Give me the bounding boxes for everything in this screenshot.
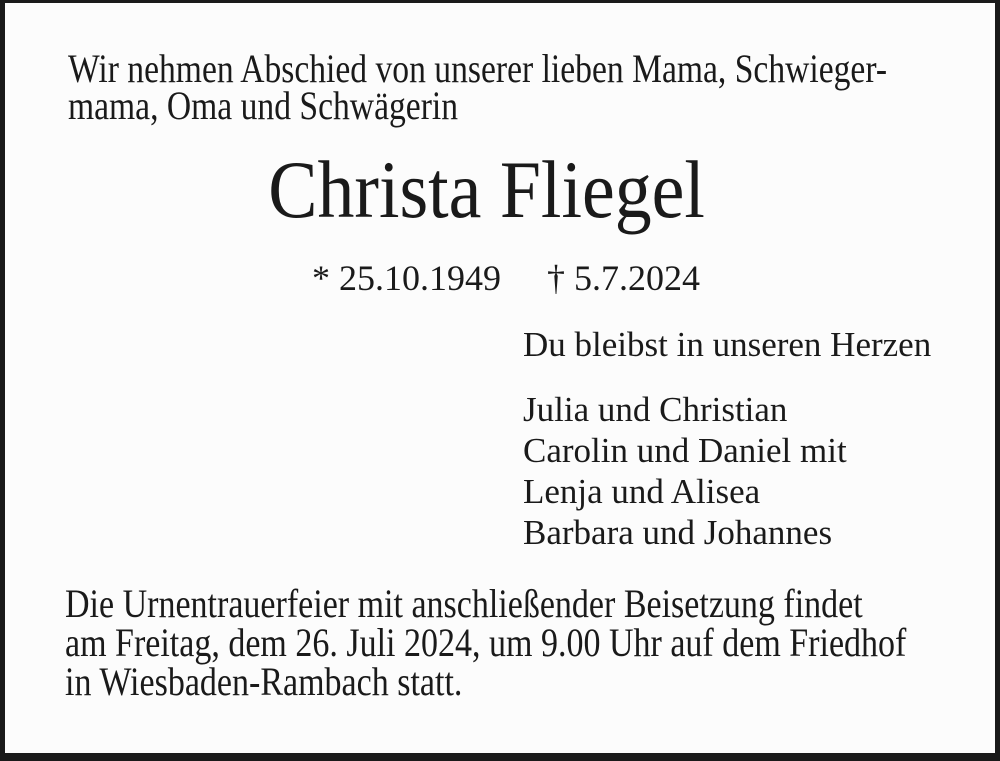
family-block [523, 324, 931, 553]
farewell-text: Du bleibst in unseren Herzen [523, 325, 932, 364]
birth-date: * 25.10.1949 [312, 258, 501, 298]
mourner-line: Lenja und Alisea [523, 472, 761, 511]
intro-text [68, 46, 888, 128]
funeral-line: Die Urnentrauerfeier mit anschließender Beisetzung findet [65, 581, 863, 626]
funeral-line: am Freitag, dem 26. Juli 2024, um 9.00 Uhr auf dem Friedhof [65, 620, 907, 665]
intro-line: mama, Oma und Schwägerin [68, 83, 459, 128]
funeral-line: in Wiesbaden-Rambach statt. [65, 659, 463, 704]
deceased-name: Christa Fliegel [268, 144, 706, 235]
deceased-name-row [0, 143, 982, 237]
mourner-line: Barbara und Johannes [523, 513, 833, 552]
life-dates [11, 258, 1000, 299]
intro-line: Wir nehmen Abschied von unserer lieben Mama, Schwieger- [68, 46, 888, 91]
mourner-line: Carolin und Daniel mit [523, 431, 847, 470]
mourner-line: Julia und Christian [523, 390, 788, 429]
mourners-list [523, 389, 931, 553]
death-date: † 5.7.2024 [547, 258, 700, 298]
funeral-info [65, 581, 907, 704]
